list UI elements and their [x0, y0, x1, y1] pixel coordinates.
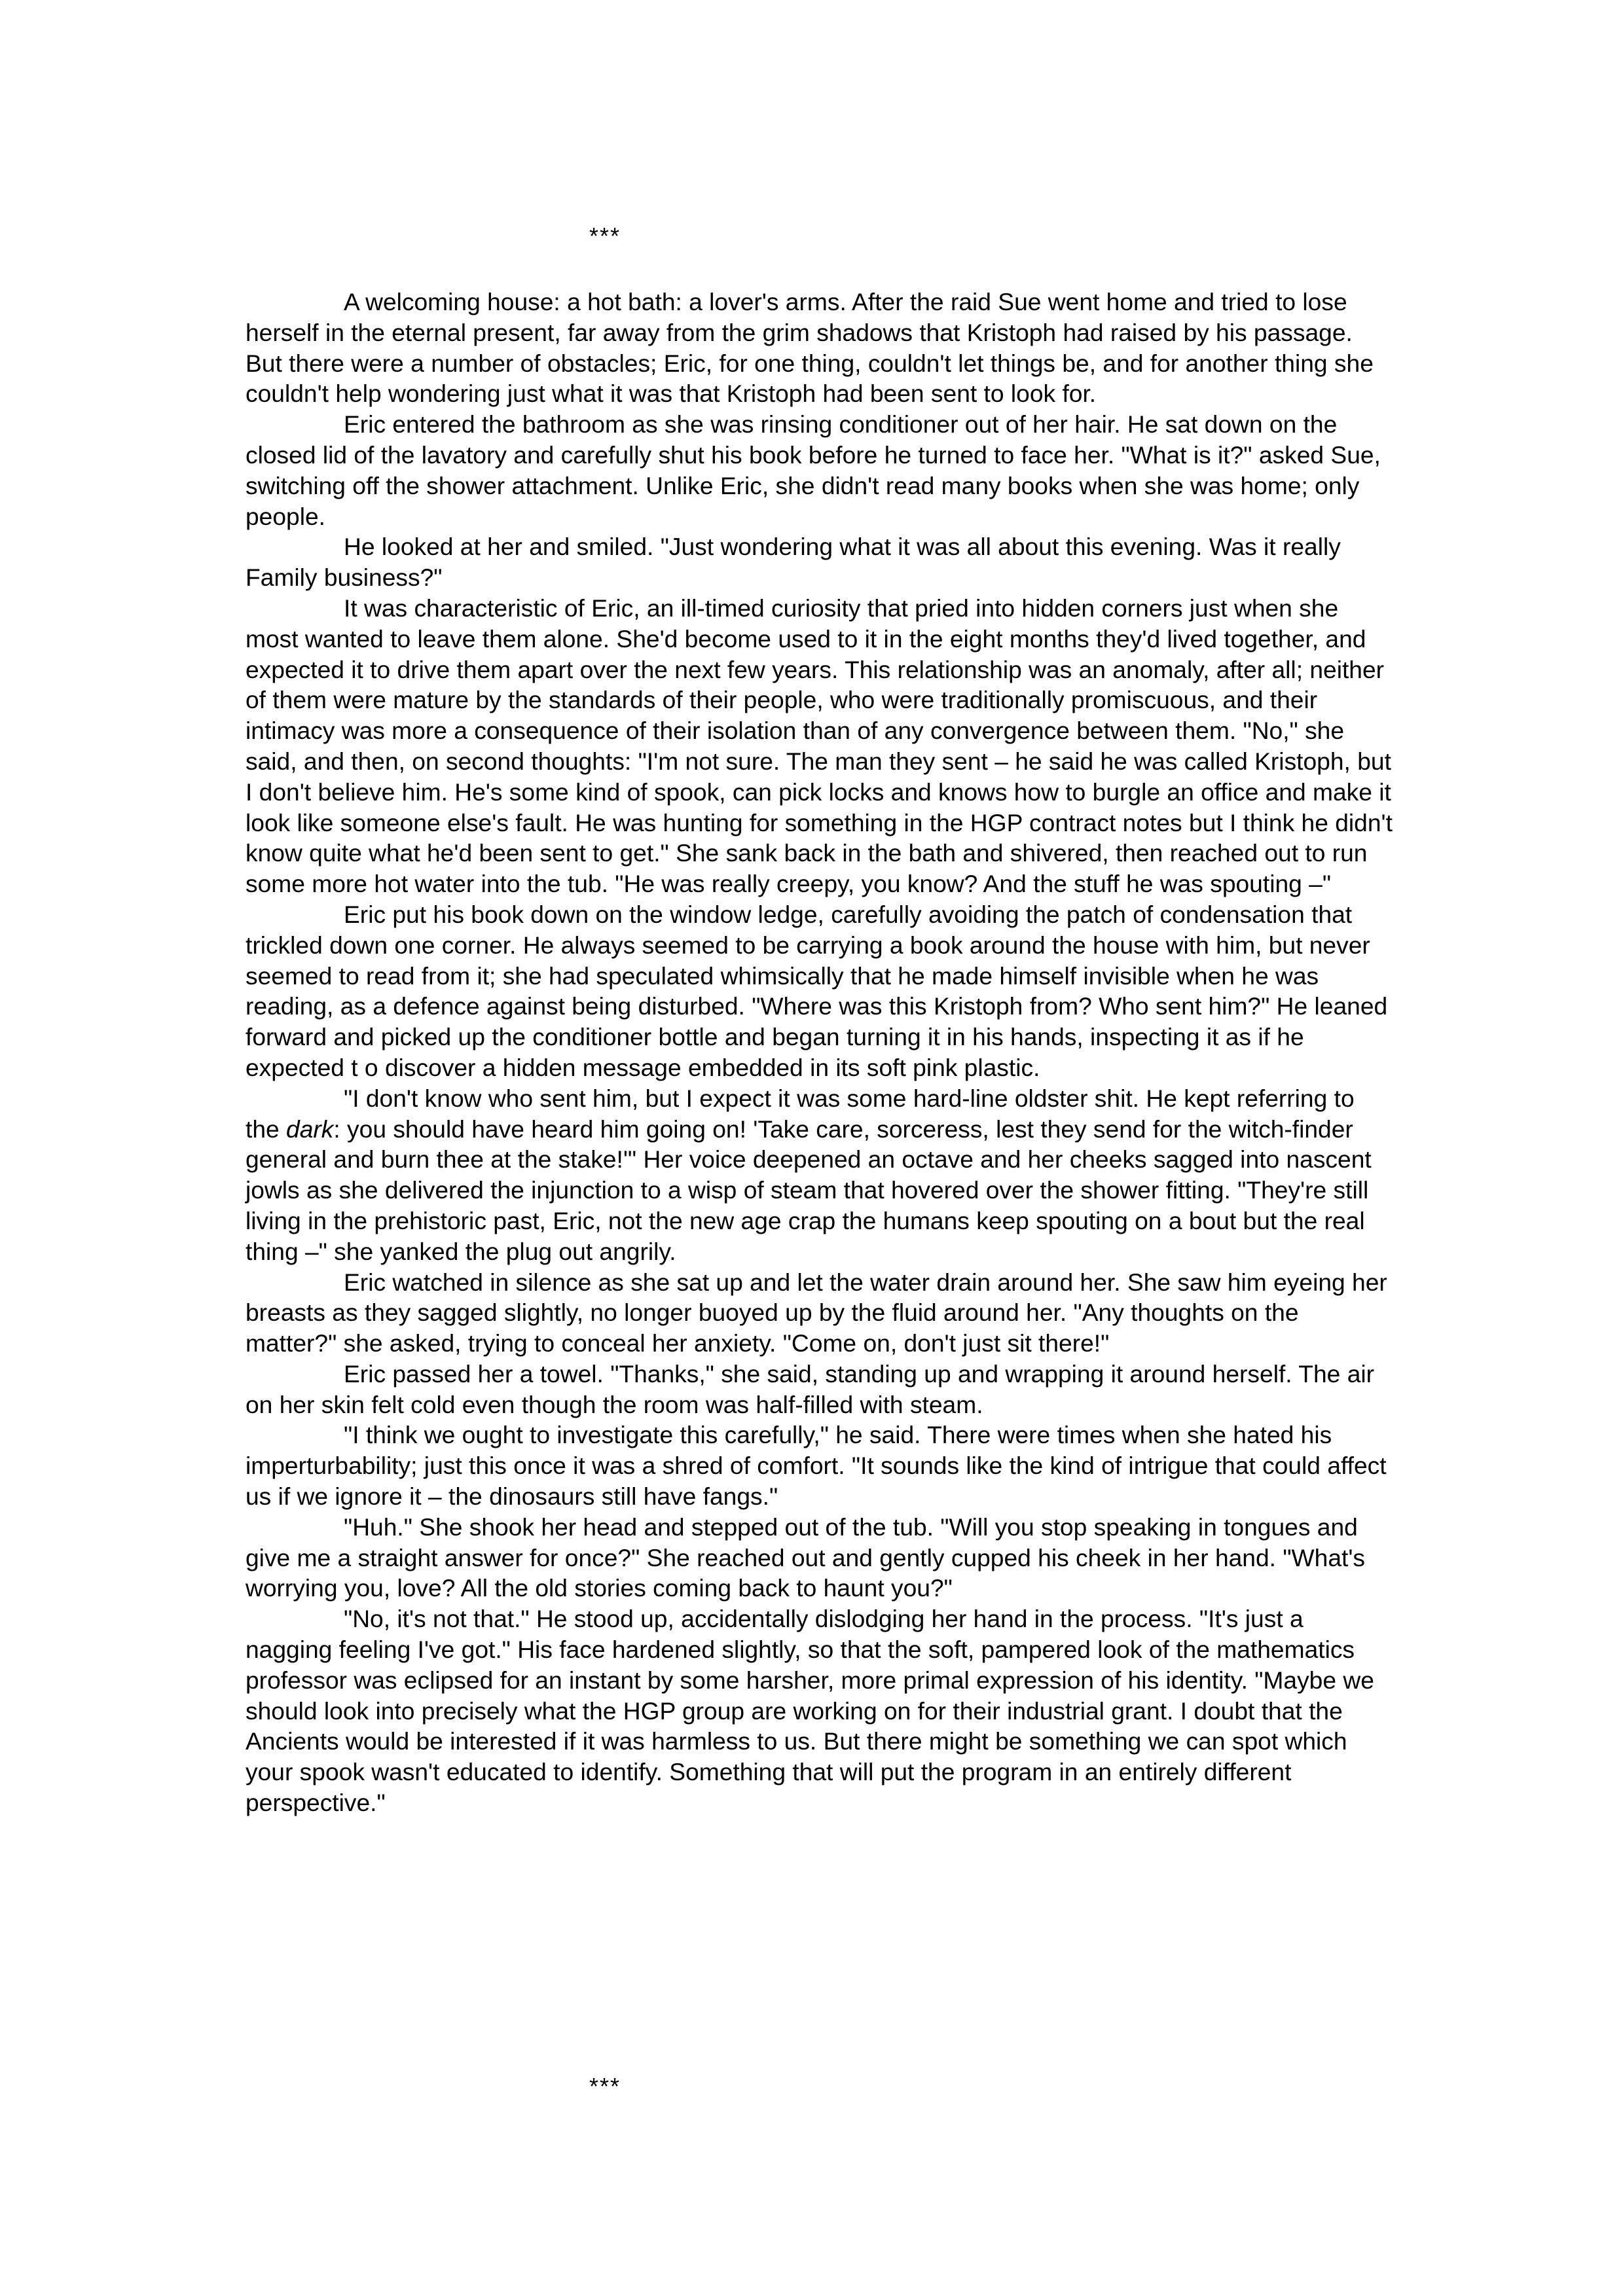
- paragraph: "No, it's not that." He stood up, accidentally dislodging her hand in the process. "It's just a nagging feeling I've got." His face hardened slightly, so that the soft, pampered look of the mathematics professor was eclipsed for an instant by some harsher, more primal expression of his identity. "Maybe we should look into precisely what the HGP group are working on for their industrial grant. I doubt that the Ancients would be interested if it was harmless to us. But there might be something we can spot which your spook wasn't educated to identify. Something that will put the program in an entirely different perspective.": [246, 1605, 1374, 1817]
- paragraph: "I think we ought to investigate this carefully," he said. There were times when she hated his imperturbability; just this once it was a shred of comfort. "It sounds like the kind of intrigue that could affect us if we ignore it – the dinosaurs still have fangs.": [246, 1421, 1387, 1511]
- paragraph: He looked at her and smiled. "Just wondering what it was all about this evening. Was it really Family business?": [246, 533, 1341, 592]
- scene-break-bottom: ***: [589, 2073, 621, 2100]
- paragraph: [246, 1083, 1395, 1267]
- paragraph: A welcoming house: a hot bath: a lover's arms. After the raid Sue went home and tried to lose herself in the eternal present, far away from the grim shadows that Kristoph had raised by his passage. But there were a number of obstacles; Eric, for one thing, couldn't let things be, and for another thing she couldn't help wondering just what it was that Kristoph had been sent to look for.: [246, 288, 1374, 408]
- paragraph-text: "I don't know who sent him, but I expect it was some hard-line oldster shit. He kept referring to the: [246, 1084, 1355, 1143]
- body-text: [246, 287, 1395, 1818]
- scene-break-top: ***: [589, 223, 621, 249]
- paragraph: Eric entered the bathroom as she was rinsing conditioner out of her hair. He sat down on the closed lid of the lavatory and carefully shut his book before he turned to face her. "What is it?" asked Sue, switching off the shower attachment. Unlike Eric, she didn't read many books when she was home; only people.: [246, 410, 1381, 530]
- emphasized-word: dark: [286, 1115, 334, 1143]
- paragraph: Eric watched in silence as she sat up and let the water drain around her. She saw him eyeing her breasts as they sagged slightly, no longer buoyed up by the fluid around her. "Any thoughts on the matter?" she asked, trying to conceal her anxiety. "Come on, don't just sit there!": [246, 1268, 1387, 1357]
- paragraph: "Huh." She shook her head and stepped out of the tub. "Will you stop speaking in tongues and give me a straight answer for once?" She reached out and gently cupped his cheek in her hand. "What's worrying you, love? All the old stories coming back to haunt you?": [246, 1513, 1366, 1602]
- paragraph: It was characteristic of Eric, an ill-timed curiosity that pried into hidden corners just when she most wanted to leave them alone. She'd become used to it in the eight months they'd lived together, and expected it to drive them apart over the next few years. This relationship was an anomaly, after all; neither of them were mature by the standards of their people, who were traditionally promiscuous, and their intimacy was more a consequence of their isolation than of any convergence between them. "No," she said, and then, on second thoughts: "I'm not sure. The man they sent – he said he was called Kristoph, but I don't believe him. He's some kind of spook, can pick locks and knows how to burgle an office and make it look like someone else's fault. He was hunting for something in the HGP contract notes but I think he didn't know quite what he'd been sent to get." She sank back in the bath and shivered, then reached out to run some more hot water into the tub. "He was really creepy, you know? And the stuff he was spouting –": [246, 594, 1393, 898]
- paragraph: Eric put his book down on the window ledge, carefully avoiding the patch of condensation that trickled down one corner. He always seemed to be carrying a book around the house with him, but never seemed to read from it; she had speculated whimsically that he made himself invisible when he was reading, as a defence against being disturbed. "Where was this Kristoph from? Who sent him?" He leaned forward and picked up the conditioner bottle and began turning it in his hands, inspecting it as if he expected t o discover a hidden message embedded in its soft pink plastic.: [246, 900, 1388, 1081]
- paragraph-text: : you should have heard him going on! 'Take care, sorceress, lest they send for the witch-finder general and burn thee at the stake!'" Her voice deepened an octave and her cheeks sagged into nascent jowls as she delivered the injunction to a wisp of steam that hovered over the shower fitting. "They're still living in the prehistoric past, Eric, not the new age crap the humans keep spouting on a bout but the real thing –" she yanked the plug out angrily.: [246, 1115, 1372, 1265]
- paragraph: Eric passed her a towel. "Thanks," she said, standing up and wrapping it around herself. The air on her skin felt cold even though the room was half-filled with steam.: [246, 1359, 1375, 1418]
